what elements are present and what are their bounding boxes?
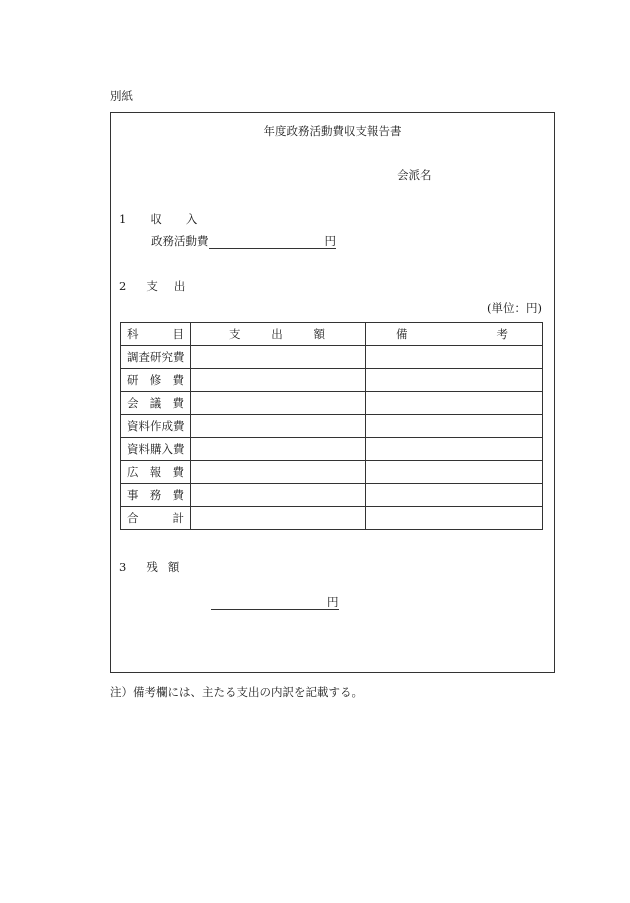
amount-cell[interactable] <box>191 461 366 484</box>
row-subject-research: 調 査 研 究 費 <box>121 346 191 369</box>
table-row <box>121 484 543 507</box>
income-amount-blank <box>209 236 325 249</box>
unit-note: (単位：円) <box>487 301 542 315</box>
section-char: 入 <box>185 212 198 226</box>
table-row <box>121 415 543 438</box>
balance-line <box>211 594 339 610</box>
section-number: 1 <box>119 212 127 226</box>
remarks-cell[interactable] <box>366 415 543 438</box>
section-balance-heading <box>119 559 179 575</box>
table-row <box>121 392 543 415</box>
header-subject: 科 目 <box>121 323 191 346</box>
amount-cell[interactable] <box>191 369 366 392</box>
income-line <box>151 233 336 249</box>
row-subject-total: 合 計 <box>121 507 191 530</box>
row-subject-meeting: 会 議 費 <box>121 392 191 415</box>
row-subject-training: 研 修 費 <box>121 369 191 392</box>
section-number: 2 <box>119 279 127 293</box>
table-row <box>121 369 543 392</box>
row-subject-materials-creation: 資 料 作 成 費 <box>121 415 191 438</box>
section-char: 残 <box>146 560 158 574</box>
header-amount: 支 出 額 <box>191 323 366 346</box>
yen-label: 円 <box>327 595 339 609</box>
row-subject-publicity: 広 報 費 <box>121 461 191 484</box>
section-income-heading <box>119 211 197 227</box>
row-subject-office: 事 務 費 <box>121 484 191 507</box>
row-subject-materials-purchase: 資 料 購 入 費 <box>121 438 191 461</box>
remarks-cell[interactable] <box>366 346 543 369</box>
income-item-label: 政務活動費 <box>151 234 209 248</box>
amount-cell[interactable] <box>191 415 366 438</box>
remarks-cell[interactable] <box>366 484 543 507</box>
amount-cell[interactable] <box>191 484 366 507</box>
remarks-cell[interactable] <box>366 392 543 415</box>
report-title: 年度政務活動費収支報告書 <box>263 124 402 138</box>
attachment-label: 別紙 <box>110 89 133 103</box>
section-char: 出 <box>173 279 186 293</box>
faction-name-label: 会派名 <box>397 168 432 182</box>
table-row <box>121 438 543 461</box>
remarks-cell[interactable] <box>366 438 543 461</box>
table-row-total <box>121 507 543 530</box>
header-remarks: 備 考 <box>366 323 543 346</box>
footnote: 注）備考欄には、主たる支出の内訳を記載する。 <box>110 685 363 699</box>
remarks-cell[interactable] <box>366 507 543 530</box>
balance-amount-blank <box>211 597 327 610</box>
amount-cell[interactable] <box>191 346 366 369</box>
report-form <box>110 112 555 673</box>
section-expenditure-heading <box>119 278 185 294</box>
table-header-row <box>121 323 543 346</box>
yen-label: 円 <box>324 234 336 248</box>
section-char: 額 <box>167 560 180 574</box>
section-number: 3 <box>119 560 127 574</box>
amount-cell[interactable] <box>191 392 366 415</box>
expenditure-table <box>120 322 543 530</box>
amount-cell[interactable] <box>191 438 366 461</box>
table-row <box>121 346 543 369</box>
table-row <box>121 461 543 484</box>
section-char: 支 <box>146 279 158 293</box>
amount-cell[interactable] <box>191 507 366 530</box>
remarks-cell[interactable] <box>366 461 543 484</box>
remarks-cell[interactable] <box>366 369 543 392</box>
section-char: 収 <box>150 212 162 226</box>
